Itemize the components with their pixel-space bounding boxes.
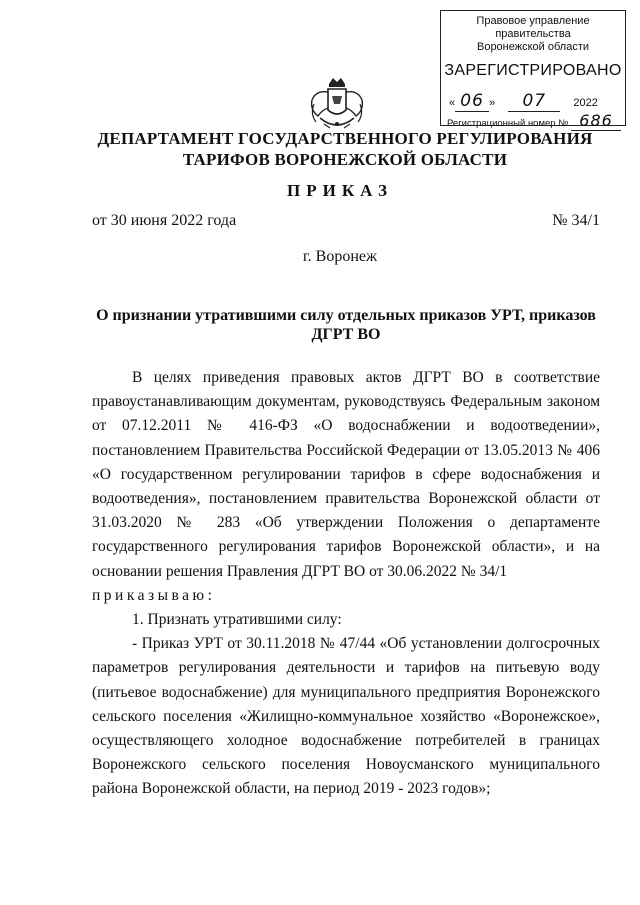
- order-number: № 34/1: [552, 212, 600, 229]
- order-body: [92, 366, 600, 802]
- item-1-sub-1: - Приказ УРТ от 30.11.2018 № 47/44 «Об установлении долгосрочных параметров регулирования деятельности и тарифов на питьевую воду (питьевое водоснабжение) для муниципального предприятия Воронежского сельского поселения «Жилищно-коммунальное хозяйство «Воронежское», осуществляющего холодное водоснабжение потребителей в границах Воронежского сельского поселения Новоусманского муниципального района Воронежской области, на период 2019 - 2023 годов»;: [92, 635, 600, 798]
- stamp-quote-close: »: [489, 97, 496, 109]
- department-name: ДЕПАРТАМЕНТ ГОСУДАРСТВЕННОГО РЕГУЛИРОВАНИЯ ТАРИФОВ ВОРОНЕЖСКОЙ ОБЛАСТИ: [97, 129, 593, 169]
- stamp-day: 06: [455, 91, 489, 112]
- order-date: от 30 июня 2022 года: [92, 212, 237, 229]
- coat-of-arms-icon: [304, 74, 370, 136]
- document-type: ПРИКАЗ: [287, 181, 393, 200]
- item-1: 1. Признать утратившими силу:: [132, 611, 342, 629]
- stamp-year: 2022: [573, 97, 598, 109]
- stamp-number: 686: [571, 111, 621, 131]
- order-word: приказываю:: [92, 586, 216, 604]
- order-subject: О признании утратившими силу отдельных приказов УРТ, приказов ДГРТ ВО: [96, 307, 596, 343]
- stamp-number-label: Регистрационный номер №: [447, 118, 569, 129]
- registration-stamp: [440, 10, 626, 130]
- stamp-date: [449, 91, 621, 109]
- stamp-registered-label: ЗАРЕГИСТРИРОВАНО: [444, 62, 622, 79]
- stamp-month: 07: [508, 91, 560, 112]
- city: г. Воронеж: [302, 248, 378, 265]
- stamp-org-line1: Правовое управление правительства: [476, 15, 590, 40]
- stamp-org-line2: Воронежской области: [476, 41, 589, 53]
- preamble-paragraph: В целях приведения правовых актов ДГРТ ВО в соответствие правоустанавливающим документам, руководствуясь Федеральным законом от 07.12.2011 № 416-ФЗ «О водоснабжении и водоотведении», постановлением Правительства Российской Федерации от 13.05.2013 № 406 «О государственном регулировании тарифов в сфере водоснабжения и водоотведения», постановлением правительства Воронежской области от 31.03.2020 № 283 «Об утверждении Положения о департаменте государственного регулирования тарифов Воронежской области», и на основании решения Правления ДГРТ ВО от 30.06.2022 № 34/1: [92, 369, 600, 580]
- stamp-quote-open: «: [449, 97, 456, 109]
